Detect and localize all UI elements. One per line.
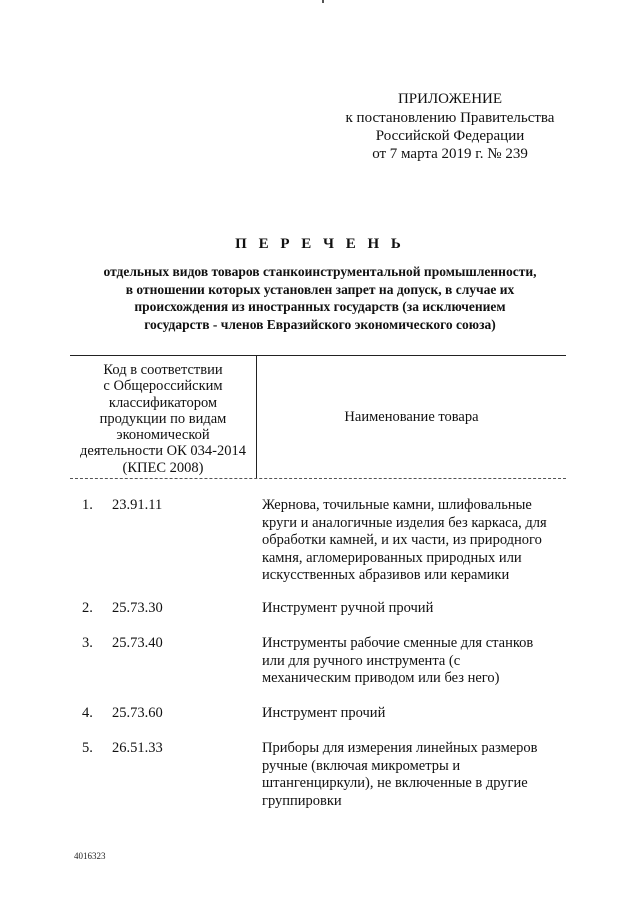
row-name (262, 600, 562, 618)
scan-mark (322, 0, 324, 3)
name-line: камня, агломерированных природных или (262, 549, 522, 566)
document-code: 4016323 (74, 851, 106, 861)
name-line: Инструмент прочий (262, 705, 386, 721)
name-line: искусственных абразивов или керамики (262, 567, 510, 584)
header-line: с Общероссийским (103, 378, 223, 395)
name-line: обработки камней, и их части, из природного (262, 532, 542, 549)
subtitle-line: государств - членов Евразийского экономического союза) (144, 316, 496, 332)
row-code: 26.51.33 (112, 740, 163, 756)
header-line: Код в соответствии (103, 362, 223, 378)
name-line: Инструмент ручной прочий (262, 600, 434, 616)
column-header-code (70, 362, 256, 476)
subtitle-line: в отношении которых установлен запрет на допуск, в случае их (125, 281, 515, 297)
subtitle-line: отдельных видов товаров станкоинструментальной промышленности, (103, 264, 537, 279)
name-line: или для ручного инструмента (с (262, 652, 461, 669)
header-line: деятельности ОК 034-2014 (80, 443, 246, 460)
name-line: Жернова, точильные камни, шлифовальные (262, 497, 532, 513)
header-line: классификатором (108, 394, 218, 411)
name-line: круги и аналогичные изделия без каркаса, для (262, 514, 547, 531)
row-name (262, 635, 562, 688)
appendix-line: к постановлению Правительства (345, 110, 555, 126)
header-line: экономической (116, 427, 210, 444)
row-number: 2. (82, 600, 93, 616)
header-line: (КПЕС 2008) (122, 459, 204, 476)
name-line: группировки (262, 792, 342, 809)
name-line: штангенциркули), не включенные в другие (262, 775, 528, 792)
header-line: продукции по видам (99, 410, 227, 427)
list-heading (40, 236, 600, 333)
row-code: 25.73.30 (112, 600, 163, 616)
row-number: 4. (82, 705, 93, 721)
appendix-title: ПРИЛОЖЕНИЕ (397, 91, 503, 107)
name-line: Инструменты рабочие сменные для станков (262, 635, 534, 651)
name-line: ручные (включая микрометры и (262, 757, 461, 774)
subtitle-line: происхождения из иностранных государств (за исключением (134, 299, 506, 314)
row-code: 25.73.60 (112, 705, 163, 721)
name-line: Приборы для измерения линейных размеров (262, 740, 538, 756)
column-header-name: Наименование товара (344, 409, 479, 425)
row-number: 3. (82, 635, 93, 651)
table-header-rule (70, 478, 566, 479)
row-number: 5. (82, 740, 93, 756)
name-line: механическим приводом или без него) (262, 670, 500, 687)
row-code: 25.73.40 (112, 635, 163, 651)
row-name (262, 740, 562, 810)
row-number: 1. (82, 497, 93, 513)
row-name (262, 705, 562, 723)
row-name (262, 497, 562, 585)
row-code: 23.91.11 (112, 497, 163, 513)
appendix-date-number: от 7 марта 2019 г. № 239 (372, 146, 528, 162)
list-subtitle (40, 263, 600, 333)
list-title: П Е Р Е Ч Е Н Ь (235, 236, 405, 252)
appendix-line: Российской Федерации (375, 128, 525, 144)
appendix-block (330, 90, 570, 163)
table-top-rule (70, 355, 566, 356)
